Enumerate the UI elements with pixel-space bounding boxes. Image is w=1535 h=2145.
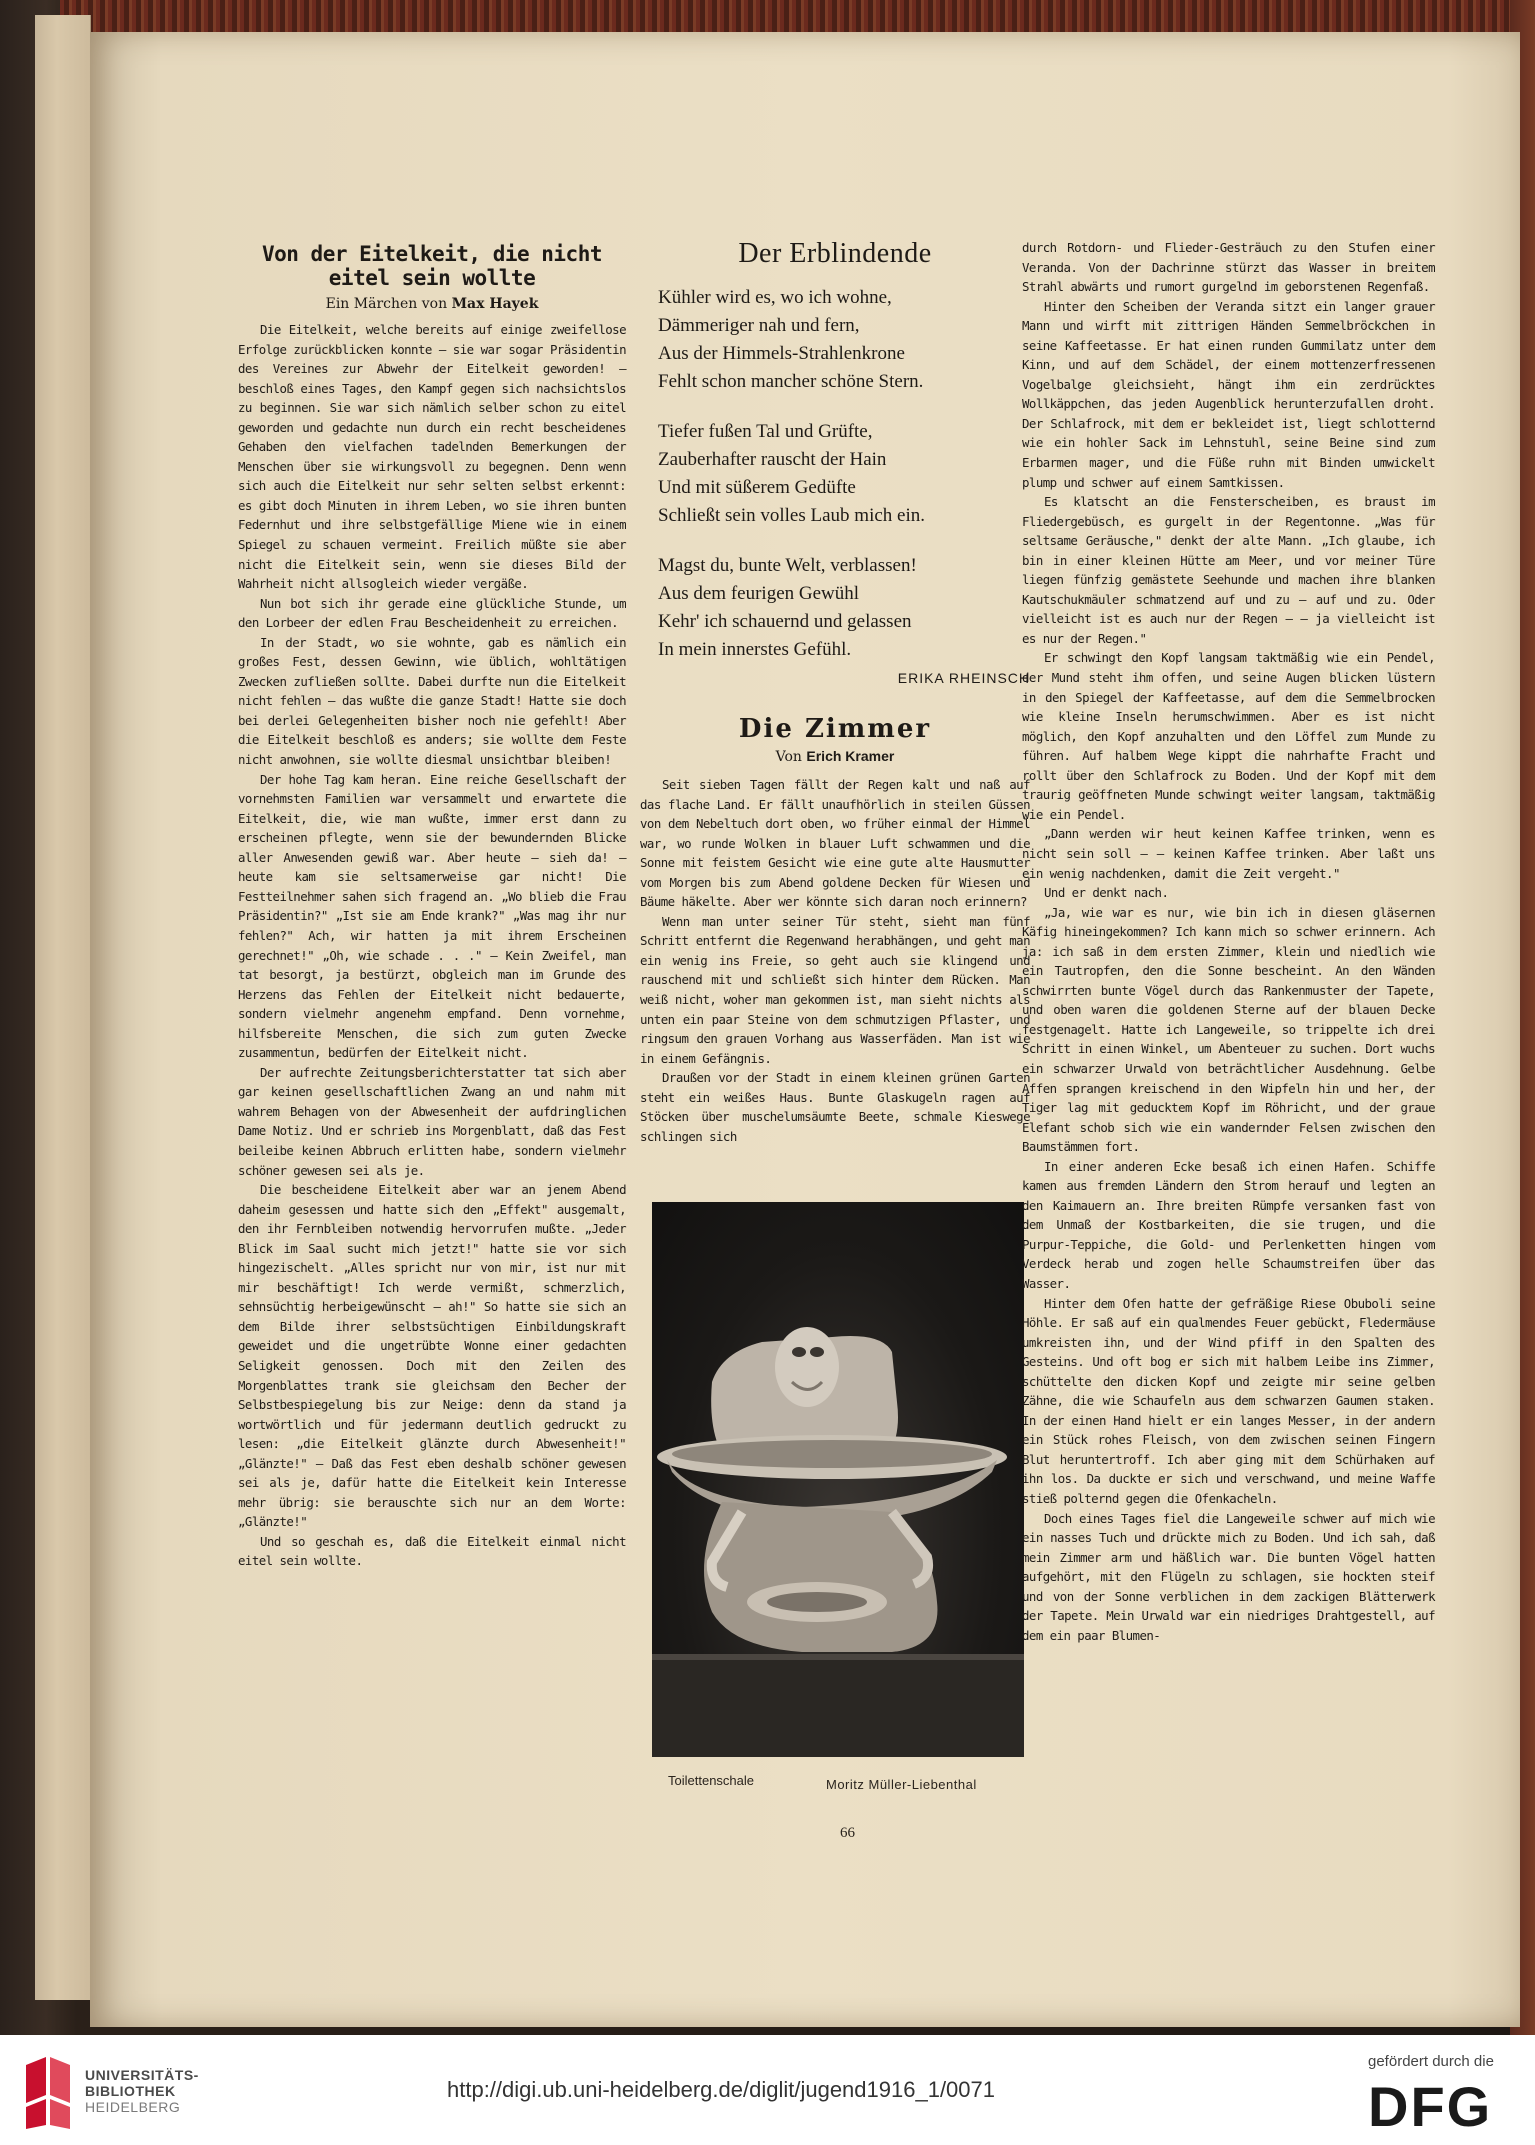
ub-line-3: HEIDELBERG — [85, 2099, 181, 2115]
zimmer-paragraph: Doch eines Tages fiel die Langeweile schwer auf mich wie ein nasses Tuch und drückte mich zu Boden. Und ich sah, daß mein Zimmer arm und häßlich war. Die bunten Vögel hatten aufgehört, mit den Flügeln zu schlagen, sie hockten steif und von der Sonne verblichen in dem zackigen Blätterwerk der Tapete. Mein Urwald war ein niedriges Drahtgestell, auf dem ein paar Blumen- — [1022, 1510, 1435, 1643]
left-story-subtitle: Ein Märchen von — [325, 296, 448, 312]
poem-stanza — [658, 552, 1030, 664]
left-story-paragraph: In der Stadt, wo sie wohnte, gab es nämlich ein großes Fest, dessen Gewinn, wie üblich, wohltätigen Zwecken zufließen sollte. Dabei durfte nun die Eitelkeit nicht fehlen — das wußte die ganze Stadt! Hatte sie doch bei derlei Gelegenheiten bisher noch nie gefehlt! Aber die Eitelkeit beschloß es anders; sie wollte dem Feste nicht anwohnen, sie wollte diesmal unsichtbar bleiben! — [238, 634, 626, 768]
poem-line: Tiefer fußen Tal und Grüfte, — [658, 421, 873, 442]
poem-line: Magst du, bunte Welt, verblassen! — [658, 555, 917, 576]
zimmer-paragraph: durch Rotdorn- und Flieder-Gesträuch zu den Stufen einer Veranda. Von der Dachrinne stürzt das Wasser in breitem Strahl abwärts und rumort gurgelnd im geborstenen Regenfaß. — [1022, 240, 1435, 295]
poem-line: Dämmeriger nah und fern, — [658, 315, 860, 336]
poem-line: Aus dem feurigen Gewühl — [658, 583, 860, 604]
permalink-url[interactable]: http://digi.ub.uni-heidelberg.de/diglit/jugend1916_1/0071 — [447, 2077, 995, 2102]
poem-line: Kehr' ich schauernd und gelassen — [658, 611, 912, 632]
poem-line: Schließt sein volles Laub mich ein. — [658, 505, 926, 526]
poem-line: Aus der Himmels-Strahlenkrone — [658, 343, 905, 364]
poem-line: Zauberhafter rauscht der Hain — [658, 449, 887, 470]
ub-line-1: UNIVERSITÄTS- — [85, 2067, 199, 2083]
dfg-logo[interactable]: DFG — [1368, 2075, 1493, 2138]
zimmer-paragraph: In einer anderen Ecke besaß ich einen Hafen. Schiffe kamen aus fremden Ländern den Strom herauf und legten an den Kaimauern an. Ihre breiten Rümpfe versanken fast von dem Unmaß der Kostbarkeiten, die sie trugen, und die Purpur-Teppiche, die Gold- und Perlenketten hingen vom Verdeck herab und zogen helle Schaumstreifen über das Wasser. — [1022, 1158, 1435, 1291]
left-story-byline — [238, 296, 626, 312]
left-story-paragraph: Nun bot sich ihr gerade eine glückliche Stunde, um den Lorbeer der edlen Frau Bescheidenheit zu erreichen. — [238, 595, 626, 631]
university-library-logo-icon[interactable] — [18, 2055, 78, 2130]
poem-stanza — [658, 284, 1030, 396]
digitization-footer — [0, 2035, 1535, 2145]
zimmer-paragraph: Wenn man unter seiner Tür steht, sieht man fünf Schritt entfernt die Regenwand herabhängen, und geht man ein wenig ins Freie, so geht auch sie klingend und rauschend mit und schließt sich hinter dem Rücken. Man weiß nicht, woher man gekommen ist, man sieht nichts als unten ein paar Steine von dem schmutzigen Pflaster, und ringsum den grauen Vorhang aus Wasserfäden. Man ist wie in einem Gefängnis. — [640, 913, 1030, 1066]
poem-author: ERIKA RHEINSCH — [897, 670, 1030, 686]
poem-stanza — [658, 418, 1030, 530]
left-story-author: Max Hayek — [451, 296, 539, 312]
zimmer-paragraph: Und er denkt nach. — [1044, 885, 1169, 901]
left-story-column — [238, 238, 626, 1571]
zimmer-paragraph: Es klatscht an die Fensterscheiben, es braust im Fliedergebüsch, es gurgelt in der Regentonne. „Was für seltsame Geräusche," denkt der alte Mann. „Ich glaube, ich bin in einer kleinen Hütte am Meer, und vor meiner Türe liegen fünfzig gemästete Seehunde und machen ihre blanken Kautschukmäuler schmatzend auf und zu — auf und zu. Oder vielleicht ist es auch nur der Regen — — ja vielleicht ist es nur der Regen." — [1022, 494, 1435, 646]
page-stack-edge — [35, 15, 91, 2000]
left-story-paragraph: Und so geschah es, daß die Eitelkeit einmal nicht eitel sein wollte. — [238, 1533, 626, 1569]
sculpture-image — [652, 1202, 1024, 1757]
zimmer-title: Die Zimmer — [738, 714, 932, 744]
page-number: 66 — [840, 1825, 855, 1841]
left-story-title: Von der Eitelkeit, die nicht eitel sein wollte — [261, 242, 602, 290]
zimmer-paragraph: Draußen vor der Stadt in einem kleinen grünen Garten steht ein weißes Haus. Bunte Glaskugeln ragen auf Stöcken über muschelumsäumte Beete, schmale Kieswege schlingen sich — [640, 1070, 1030, 1144]
toilettenschale-photo — [652, 1202, 1024, 1757]
left-story-paragraph: Die bescheidene Eitelkeit aber war an jenem Abend daheim gesessen und hatte sich den „Effekt" ausgemalt, den ihr Fernbleiben notwendig hervorrufen mußte. „Jeder Blick im Saal sucht mich jetzt!" hatte sie vor sich hingezischelt. „Alles spricht nur von mir, ist nur mit mir beschäftigt! Ich werde vermißt, schmerzlich, sehnsüchtig herbeigewünscht — ah!" So hatte sie sich an dem Bilde ihrer selbstsüchtigen Einbildungskraft geweidet und die ungetrübte Wonne einer gedachten Seligkeit genossen. Doch mit den Zeilen des Morgenblattes trank sie gleichsam den Becher der Selbstbespiegelung bis zur Neige: denn da stand ja wortwörtlich und für jedermann deutlich gedruckt zu lesen: „die Eitelkeit glänzte durch Abwesenheit!" „Glänzte!" — Daß das Fest eben deshalb schöner gewesen sei als je, dafür hatte die Eitelkeit kein Interesse mehr übrig: sie berauschte sich nur an dem Worte: „Glänzte!" — [238, 1182, 626, 1530]
left-story-paragraph: Der aufrechte Zeitungsberichterstatter tat sich aber gar keinen gesellschaftlichen Zwang an und nahm mit wahrem Behagen von der Abwesenheit der aufdringlichen Dame Notiz. Und er schrieb ins Morgenblatt, daß das Fest beileibe keinen Abbruch erlitten habe, sondern vielmehr schöner gewesen sei als je. — [238, 1064, 626, 1178]
poem-title: Der Erblindende — [738, 238, 932, 269]
poem-line: Fehlt schon mancher schöne Stern. — [658, 371, 924, 392]
ub-line-2: BIBLIOTHEK — [85, 2083, 176, 2099]
poem-line: Und mit süßerem Gedüfte — [658, 477, 856, 498]
zimmer-paragraph: Er schwingt den Kopf langsam taktmäßig wie ein Pendel, der Mund steht ihm offen, und seine Augen blicken lüstern in den Spiegel der Kaffeetasse, auf dem die Semmelbrocken wie kleine Inseln herumschwimmen. Aber es ist nicht möglich, den Kopf anzuhalten und den Löffel zum Munde zu führen. Auf halbem Wege kippt die nahrhafte Fracht und rollt über den Schlafrock zu Boden. Und der Kopf mit dem traurig geöffneten Munde schwingt weiter langsam, taktmäßig wie ein Pendel. — [1022, 650, 1435, 822]
poem-line: In mein innerstes Gefühl. — [658, 639, 852, 660]
university-library-name[interactable] — [85, 2067, 199, 2115]
figure-caption-artist: Moritz Müller-Liebenthal — [826, 1777, 977, 1792]
photo-ledge — [652, 1657, 1024, 1757]
zimmer-byline-prefix: Von — [775, 749, 802, 765]
zimmer-paragraph: „Ja, wie war es nur, wie bin ich in diesen gläsernen Käfig hineingekommen? Ich kann mich so schwer erinnern. Ach ja: ich saß in dem ersten Zimmer, klein und niedlich wie ein Tautropfen, den die Sonne bescheint. An den Wänden schwirrten bunte Vögel durch das Rankenmuster der Tapete, und oben waren die goldenen Sterne auf der blauen Decke festgenagelt. Hatte ich Langeweile, so trippelte ich drei Schritt in einen Winkel, um Abenteuer zu suchen. Dort wuchs ein schwarzer Urwald von beträchtlicher Ausdehnung. Gelbe Affen sprangen kreischend in den Wipfeln hin und her, der Tiger lag mit geducktem Kopf im Röhricht, und der graue Elefant schob sich wie ein wandernder Felsen zwischen den Baumstämmen fort. — [1022, 904, 1435, 1155]
zimmer-paragraph: Hinter den Scheiben der Veranda sitzt ein langer grauer Mann und wirft mit zittrigen Händen Semmelbröckchen in seine Kaffeetasse. Er hat einen runden Gummilatz unter dem Kinn, und auf dem Schädel, der einem mottenzerfressenen Vogelbalge gleichsieht, hängt ihm ein zerdrücktes Wollkäppchen, das jeden Augenblick herunterzufallen droht. Der Schlafrock, mit dem er bekleidet ist, liegt schlotternd wie ein hohler Sack im Lehnstuhl, seine Beine sind zum Erbarmen mager, und die Füße ruhn mit Binden umwickelt plump und schwer auf einem Samtkissen. — [1022, 298, 1435, 490]
zimmer-paragraph: Hinter dem Ofen hatte der gefräßige Riese Obuboli seine Höhle. Er saß auf ein qualmendes Feuer gebückt, Fledermäuse umkreisten ihn, und der Wind pfiff in den Spalten des Gesteins. Und oft bog er sich mit halbem Leibe ins Zimmer, schüttelte den dicken Kopf und zeigte mir seine gelben Zähne, die wie Schaufeln aus dem schwarzen Gaumen staken. In der einen Hand hielt er ein langes Messer, in der andern ein Stück rohes Fleisch, von dem zwischen seinen Fingern Blut heruntertroff. Ich aber ging mit dem Schürhaken auf ihn los. Da duckte er sich und verschwand, und meine Waffe stieß polternd gegen die Ofenkacheln. — [1022, 1295, 1435, 1506]
zimmer-byline — [640, 748, 1030, 765]
funding-label: gefördert durch die — [1368, 2053, 1494, 2070]
zimmer-author: Erich Kramer — [806, 748, 895, 764]
left-story-paragraph: Der hohe Tag kam heran. Eine reiche Gesellschaft der vornehmsten Familien war versammelt und erwartete die Eitelkeit, die, wie man wußte, immer erst dann zu erscheinen pflegte, wenn sie der bewundernden Blicke aller Anwesenden gewiß war. Aber heute — sieh da! — heute kam sie seltsamerweise gar nicht! Die Festteilnehmer sahen sich fragend an. „Wo blieb die Frau Präsidentin?" „Ist sie am Ende krank?" „Was mag ihr nur fehlen?" Ach, wir hatten ja mit ihrem Erscheinen gerechnet!" „Oh, wie schade . . ." — Kein Zweifel, man tat besorgt, ja bestürzt, obgleich man im Grunde des Herzens das Fehlen der Eitelkeit nicht bedauerte, sondern vielmehr angenehm empfand. Denn vornehme, hilfsbereite Menschen, die sich zum guten Zwecke zusammentun, bedürfen der Eitelkeit nicht. — [238, 771, 626, 1061]
zimmer-paragraph: Seit sieben Tagen fällt der Regen kalt und naß auf das flache Land. Er fällt unaufhörlich in steilen Güssen von dem Nebeltuch dort oben, wo früher einmal der Himmel war, wo runde Wolken in blauer Luft schwammen und die Sonne mit feistem Gesicht wie eine gute alte Hausmutter vom Morgen bis zum Abend goldene Decken für Wiesen und Bäume häkelte. Aber wer könnte sich daran noch erinnern? — [640, 777, 1030, 910]
figure-caption-title: Toilettenschale — [668, 1773, 754, 1788]
poem-line: Kühler wird es, wo ich wohne, — [658, 287, 892, 308]
left-story-paragraph: Die Eitelkeit, welche bereits auf einige zweifellose Erfolge zurückblicken konnte — sie war sogar Präsidentin des Vereines zur Abwehr der Eitelkeit geworden! — beschloß eines Tages, den Kampf gegen sich nachsichtslos zu beginnen. Sie war sich nämlich selber schon zu eitel geworden und gedachte nun durch ein recht bescheidenes Gehaben den vielfachen tadelnden Bemerkungen der Menschen über sie wirkungsvoll zu begegnen. Denn wenn sich auch die Eitelkeit nur sehr selten selbst erkennt: es gibt doch Minuten in ihrem Leben, wo sie ihren bunten Federnhut und ihre selbstgefällige Miene wie in einem Spiegel zu schauen vermeint. Freilich müßte sie aber nicht die Eitelkeit sein, wenn sie dieses Bild der Wahrheit nicht allsogleich wieder vergäße. — [238, 322, 626, 592]
right-column — [1022, 238, 1435, 1645]
baboon-head — [775, 1327, 839, 1407]
zimmer-paragraph: „Dann werden wir heut keinen Kaffee trinken, wenn es nicht sein soll — — keinen Kaffee trinken. Aber laßt uns ein wenig nachdenken, damit die Zeit vergeht." — [1022, 826, 1435, 881]
middle-column — [640, 238, 1030, 1146]
